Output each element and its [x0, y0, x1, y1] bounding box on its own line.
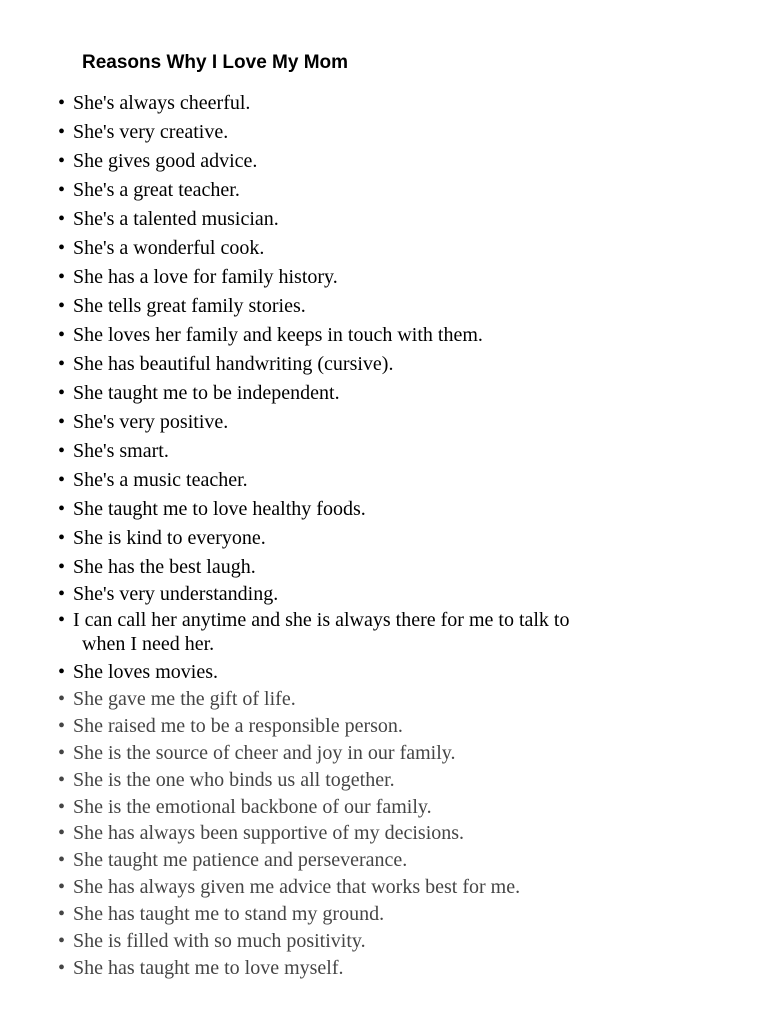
list-item-text: She gave me the gift of life.	[73, 688, 296, 710]
bullet-icon: •	[58, 769, 66, 791]
bullet-icon: •	[58, 930, 66, 952]
list-item-text: She's always cheerful.	[73, 92, 251, 114]
list-item-text: She taught me to be independent.	[73, 382, 340, 404]
list-item-text: She's smart.	[73, 440, 169, 462]
list-item	[58, 149, 698, 173]
list-item-text: She is kind to everyone.	[73, 527, 266, 549]
list-item	[58, 956, 698, 980]
list-item	[58, 741, 698, 765]
list-item-text: She has the best laugh.	[73, 556, 256, 578]
list-item-text: She tells great family stories.	[73, 295, 306, 317]
list-item-text: She has taught me to stand my ground.	[73, 903, 385, 925]
list-item	[58, 410, 698, 434]
list-item-text: She has always been supportive of my decisions.	[73, 822, 465, 844]
list-item-text: She's very creative.	[73, 121, 229, 143]
list-item-text: She's a talented musician.	[73, 208, 279, 230]
bullet-icon: •	[58, 796, 66, 818]
bullet-icon: •	[58, 208, 66, 230]
list-item	[58, 265, 698, 289]
bullet-icon: •	[58, 498, 66, 520]
list-item-text: She has always given me advice that works best for me.	[73, 876, 521, 898]
list-item-text: She's a great teacher.	[73, 179, 240, 201]
list-item-text: I can call her anytime and she is always there for me to talk to	[73, 609, 570, 631]
list-item-text: She's very positive.	[73, 411, 229, 433]
list-item-text: She has a love for family history.	[73, 266, 338, 288]
list-item-text: She taught me to love healthy foods.	[73, 498, 366, 520]
list-item	[58, 497, 698, 521]
bullet-icon: •	[58, 903, 66, 925]
list-item-text: She is the source of cheer and joy in our family.	[73, 742, 456, 764]
list-item	[58, 714, 698, 738]
bullet-icon: •	[58, 742, 66, 764]
list-item	[58, 120, 698, 144]
bullet-icon: •	[58, 179, 66, 201]
list-item-text: She is the one who binds us all together.	[73, 769, 395, 791]
list-item	[58, 608, 698, 656]
list-item	[58, 848, 698, 872]
bullet-icon: •	[58, 92, 66, 114]
bullet-icon: •	[58, 150, 66, 172]
bullet-icon: •	[58, 266, 66, 288]
bullet-icon: •	[58, 382, 66, 404]
list-item-text: She raised me to be a responsible person.	[73, 715, 403, 737]
list-item-text-continued: when I need her.	[82, 633, 215, 655]
list-item-text: She's very understanding.	[73, 583, 279, 605]
bullet-icon: •	[58, 661, 66, 683]
bullet-icon: •	[58, 121, 66, 143]
list-item	[58, 178, 698, 202]
list-item	[58, 91, 698, 115]
bullet-icon: •	[58, 469, 66, 491]
bullet-icon: •	[58, 440, 66, 462]
bullet-icon: •	[58, 295, 66, 317]
bullet-icon: •	[58, 353, 66, 375]
list-item-text: She's a wonderful cook.	[73, 237, 265, 259]
list-item	[58, 929, 698, 953]
list-item	[58, 323, 698, 347]
bullet-icon: •	[58, 876, 66, 898]
list-item	[58, 526, 698, 550]
list-item-text: She has beautiful handwriting (cursive).	[73, 353, 394, 375]
list-item-text: She taught me patience and perseverance.	[73, 849, 408, 871]
list-item	[58, 875, 698, 899]
bullet-icon: •	[58, 583, 66, 605]
page-title: Reasons Why I Love My Mom	[82, 52, 349, 73]
bullet-icon: •	[58, 688, 66, 710]
list-item	[58, 468, 698, 492]
list-item	[58, 687, 698, 711]
list-item-text: She's a music teacher.	[73, 469, 248, 491]
list-item	[58, 821, 698, 845]
bullet-icon: •	[58, 324, 66, 346]
list-item	[58, 768, 698, 792]
bullet-icon: •	[58, 957, 66, 979]
list-item	[58, 381, 698, 405]
list-item-text: She loves movies.	[73, 661, 218, 683]
list-item-text: She is the emotional backbone of our family.	[73, 796, 432, 818]
list-item	[58, 902, 698, 926]
bullet-icon: •	[58, 715, 66, 737]
bullet-icon: •	[58, 849, 66, 871]
bullet-icon: •	[58, 609, 66, 631]
bullet-icon: •	[58, 556, 66, 578]
bullet-icon: •	[58, 411, 66, 433]
list-item-text: She is filled with so much positivity.	[73, 930, 366, 952]
list-item	[58, 207, 698, 231]
list-item	[58, 294, 698, 318]
list-item	[58, 582, 698, 606]
bullet-icon: •	[58, 237, 66, 259]
list-item-text: She has taught me to love myself.	[73, 957, 344, 979]
list-item	[58, 555, 698, 579]
bullet-icon: •	[58, 527, 66, 549]
list-item	[58, 236, 698, 260]
bullet-icon: •	[58, 822, 66, 844]
list-item	[58, 352, 698, 376]
list-item-text: She loves her family and keeps in touch with them.	[73, 324, 483, 346]
list-item	[58, 660, 698, 684]
list-item	[58, 439, 698, 463]
list-item-text: She gives good advice.	[73, 150, 258, 172]
list-item	[58, 795, 698, 819]
